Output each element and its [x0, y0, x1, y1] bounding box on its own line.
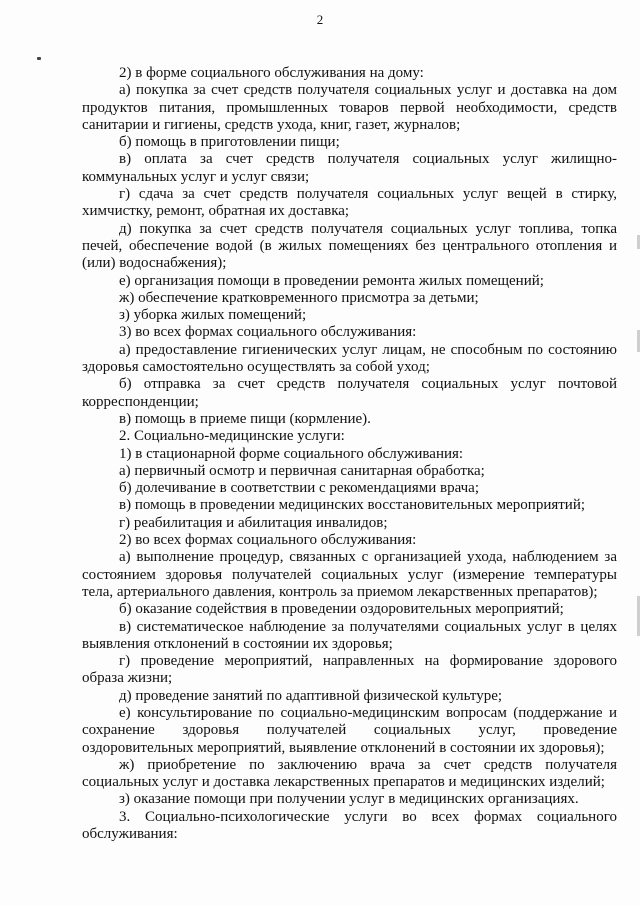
text-line: 3) во всех формах социального обслуживания: [119, 324, 417, 341]
text-line: в) систематическое наблюдение за получателями социальных услуг в целях [119, 618, 617, 635]
text-line: б) отправка за счет средств получателя социальных услуг почтовой [119, 376, 617, 393]
text-line: в) помощь в приеме пищи (кормление). [119, 410, 371, 427]
text-line: а) выполнение процедур, связанных с организацией ухода, наблюдением за [119, 549, 617, 566]
text-line: продуктов питания, промышленных товаров первой необходимости, средств [82, 99, 617, 116]
text-line: состоянием здоровья получателей социальных услуг (измерение температуры [82, 566, 617, 583]
text-line: з) уборка жилых помещений; [119, 307, 307, 324]
text-line: д) проведение занятий по адаптивной физической культуре; [119, 687, 503, 704]
text-line: е) организация помощи в проведении ремонта жилых помещений; [119, 272, 544, 289]
text-line: д) покупка за счет средств получателя социальных услуг топлива, топка [119, 220, 617, 237]
text-line: коммунальных услуг и услуг связи; [82, 168, 310, 185]
text-line: сохранение здоровья получателей социальных услуг, проведение [82, 722, 617, 739]
page-number: 2 [316, 12, 324, 27]
text-line: е) консультирование по социально-медицинским вопросам (поддержание и [119, 704, 617, 721]
text-line: тела, артериального давления, контроль за приемом лекарственных препаратов); [82, 583, 598, 600]
text-line: обслуживания: [82, 826, 178, 843]
text-line: санитарии и гигиены, средств ухода, книг, газет, журналов; [82, 116, 461, 133]
text-line: а) предоставление гигиенических услуг лицам, не способным по состоянию [119, 341, 617, 358]
text-line: а) покупка за счет средств получателя социальных услуг и доставка на дом [119, 82, 617, 99]
text-line: (или) водоснабжения); [82, 255, 227, 272]
scan-speck [37, 57, 41, 60]
text-line: ж) приобретение по заключению врача за счет средств получателя [119, 756, 617, 773]
text-line: в) оплата за счет средств получателя социальных услуг жилищно- [119, 151, 617, 168]
text-line: ж) обеспечение кратковременного присмотра за детьми; [119, 289, 479, 306]
text-line: б) помощь в приготовлении пищи; [119, 134, 340, 151]
text-line: выявления отклонений в состоянии их здоровья; [82, 635, 393, 652]
text-line: г) проведение мероприятий, направленных на формирование здорового [119, 653, 617, 670]
text-line: з) оказание помощи при получении услуг в медицинских организациях. [119, 791, 579, 808]
text-line: социальных услуг и доставка лекарственных препаратов и медицинских изделий; [82, 774, 605, 791]
text-line: а) первичный осмотр и первичная санитарная обработка; [119, 462, 485, 479]
text-line: образа жизни; [82, 670, 173, 687]
document-body [82, 65, 617, 843]
text-line: 2. Социально-медицинские услуги: [119, 428, 345, 445]
text-line: б) оказание содействия в проведении оздоровительных мероприятий; [119, 601, 564, 618]
text-line: оздоровительных мероприятий, выявление отклонений в состоянии их здоровья); [82, 739, 605, 756]
text-line: 3. Социально-психологические услуги во всех формах социального [119, 808, 617, 825]
text-line: химчистку, ремонт, обратная их доставка; [82, 203, 350, 220]
text-line: 1) в стационарной форме социального обслуживания: [119, 445, 464, 462]
text-line: печей, обеспечение водой (в жилых помещениях без центрального отопления и [82, 237, 617, 254]
text-line: здоровья самостоятельно осуществлять за собой уход; [82, 359, 430, 376]
text-line: б) долечивание в соответствии с рекомендациями врача; [119, 480, 479, 497]
text-line: корреспонденции; [82, 393, 199, 410]
text-line: г) реабилитация и абилитация инвалидов; [119, 514, 388, 531]
text-line: 2) в форме социального обслуживания на дому: [119, 65, 424, 81]
text-line: в) помощь в проведении медицинских восстановительных мероприятий; [119, 497, 586, 514]
text-line: г) сдача за счет средств получателя социальных услуг вещей в стирку, [119, 186, 617, 203]
text-line: 2) во всех формах социального обслуживания: [119, 532, 417, 549]
